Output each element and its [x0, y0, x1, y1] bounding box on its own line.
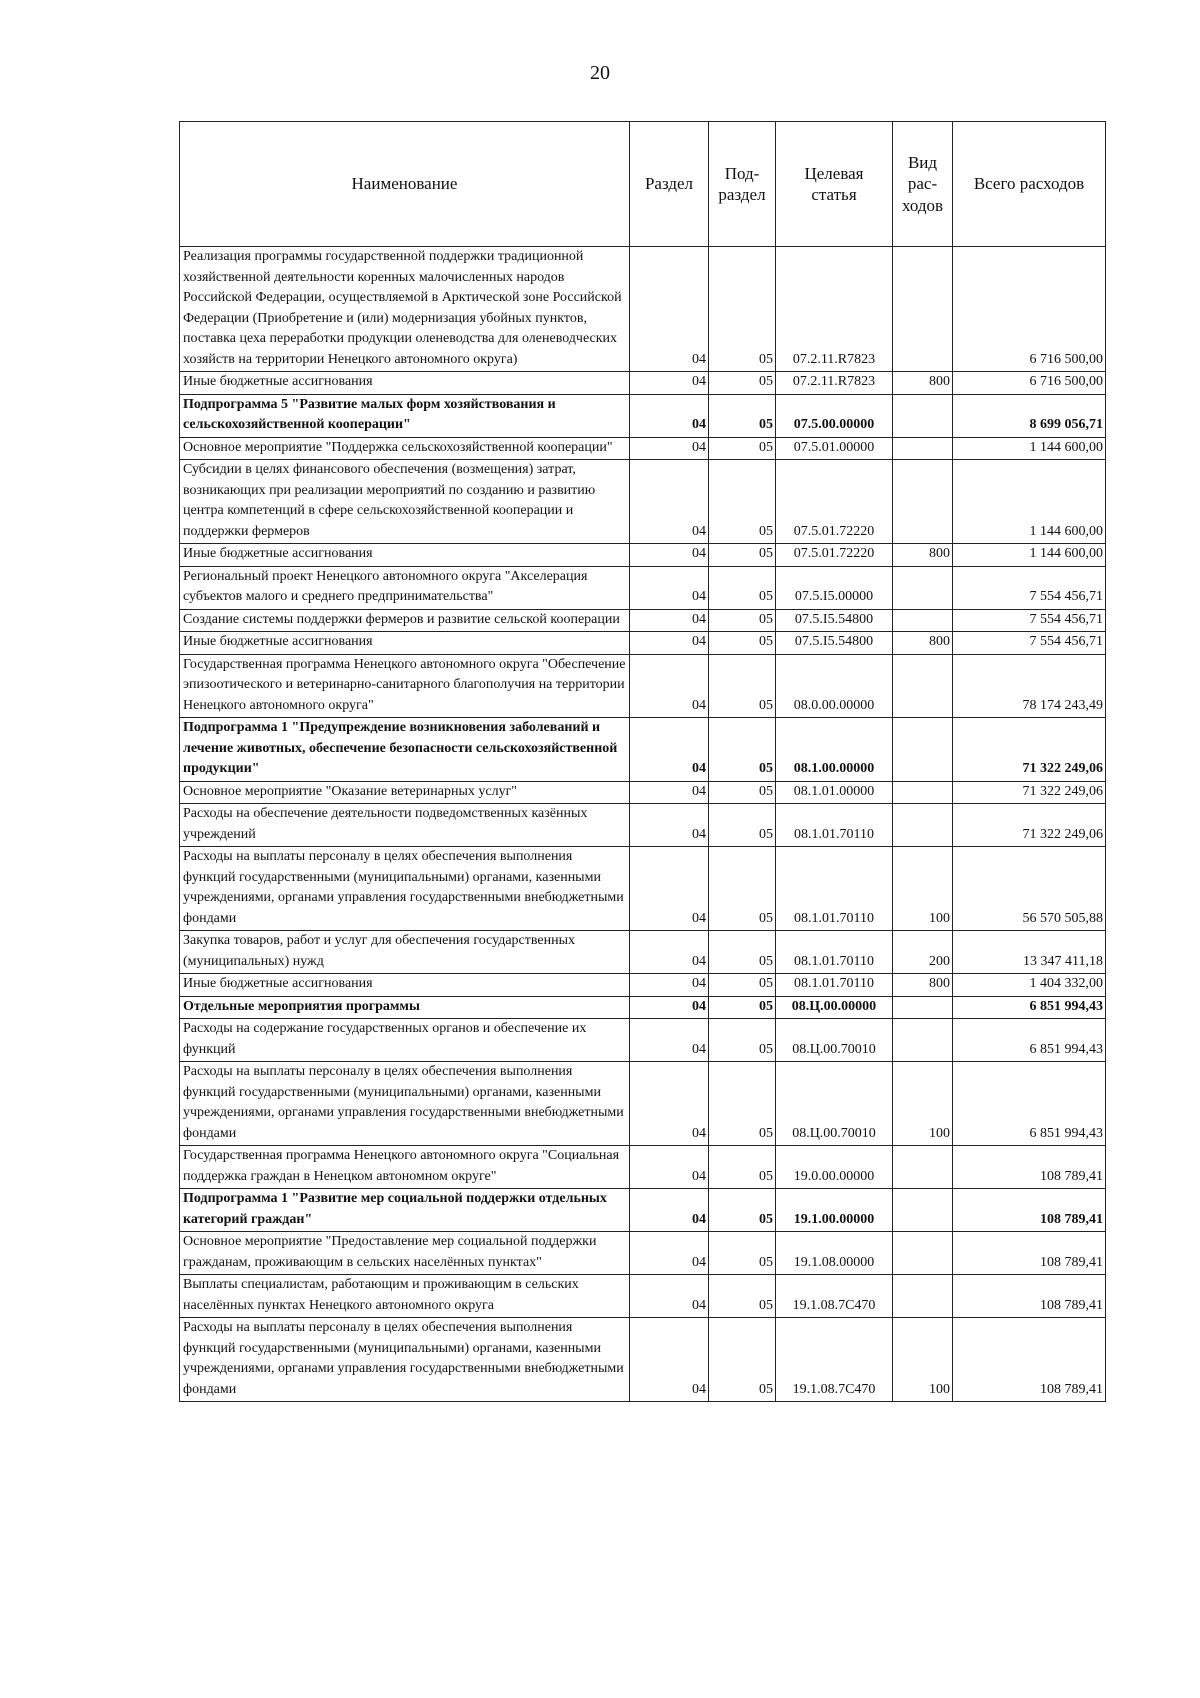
cell-target: 19.1.08.7C470 [776, 1318, 893, 1402]
cell-total: 108 789,41 [953, 1275, 1106, 1318]
cell-name: Основное мероприятие "Оказание ветеринарных услуг" [180, 781, 630, 804]
cell-subsection: 05 [709, 654, 776, 718]
cell-subsection: 05 [709, 718, 776, 782]
cell-total: 6 851 994,43 [953, 1062, 1106, 1146]
cell-target: 07.5.01.72220 [776, 460, 893, 544]
cell-expense-type [893, 718, 953, 782]
cell-total: 6 716 500,00 [953, 247, 1106, 372]
cell-expense-type [893, 460, 953, 544]
cell-section: 04 [630, 1232, 709, 1275]
cell-expense-type [893, 804, 953, 847]
cell-name: Реализация программы государственной поддержки традиционной хозяйственной деятельности коренных малочисленных народов Российской Федерации, осуществляемой в Арктической зоне Российской Федерации (Приобретение и (или) модернизация убойных пунктов, поставка цеха переработки продукции оленеводства для оленеводческих хозяйств на территории Ненецкого автономного округа) [180, 247, 630, 372]
cell-expense-type [893, 1019, 953, 1062]
cell-section: 04 [630, 632, 709, 655]
cell-subsection: 05 [709, 372, 776, 395]
cell-name: Закупка товаров, работ и услуг для обеспечения государственных (муниципальных) нужд [180, 931, 630, 974]
cell-subsection: 05 [709, 544, 776, 567]
table-row [180, 372, 1106, 395]
cell-name: Государственная программа Ненецкого автономного округа "Социальная поддержка граждан в Ненецком автономном округе" [180, 1146, 630, 1189]
cell-section: 04 [630, 847, 709, 931]
cell-expense-type [893, 996, 953, 1019]
table-row [180, 781, 1106, 804]
cell-expense-type: 200 [893, 931, 953, 974]
cell-target: 19.1.00.00000 [776, 1189, 893, 1232]
cell-target: 08.1.01.70110 [776, 931, 893, 974]
table-row [180, 931, 1106, 974]
cell-target: 08.Ц.00.00000 [776, 996, 893, 1019]
cell-section: 04 [630, 718, 709, 782]
cell-target: 07.5.I5.54800 [776, 632, 893, 655]
cell-name: Отдельные мероприятия программы [180, 996, 630, 1019]
cell-target: 07.5.I5.00000 [776, 566, 893, 609]
cell-subsection: 05 [709, 460, 776, 544]
cell-section: 04 [630, 996, 709, 1019]
cell-target: 07.5.01.00000 [776, 437, 893, 460]
cell-section: 04 [630, 974, 709, 997]
cell-section: 04 [630, 804, 709, 847]
cell-section: 04 [630, 1062, 709, 1146]
table-row [180, 544, 1106, 567]
cell-subsection: 05 [709, 1318, 776, 1402]
cell-subsection: 05 [709, 394, 776, 437]
cell-subsection: 05 [709, 974, 776, 997]
cell-name: Иные бюджетные ассигнования [180, 372, 630, 395]
header-target: Целевая статья [776, 122, 893, 247]
cell-target: 19.0.00.00000 [776, 1146, 893, 1189]
cell-expense-type: 100 [893, 847, 953, 931]
cell-subsection: 05 [709, 1019, 776, 1062]
cell-subsection: 05 [709, 566, 776, 609]
table-header-row [180, 122, 1106, 247]
table-row [180, 1146, 1106, 1189]
header-total: Всего расходов [953, 122, 1106, 247]
cell-total: 1 404 332,00 [953, 974, 1106, 997]
cell-subsection: 05 [709, 804, 776, 847]
cell-subsection: 05 [709, 247, 776, 372]
cell-section: 04 [630, 781, 709, 804]
cell-total: 7 554 456,71 [953, 632, 1106, 655]
cell-name: Расходы на выплаты персоналу в целях обеспечения выполнения функций государственными (муниципальными) органами, казенными учреждениями, органами управления государственными внебюджетными фондами [180, 847, 630, 931]
cell-target: 08.0.00.00000 [776, 654, 893, 718]
cell-total: 6 851 994,43 [953, 1019, 1106, 1062]
cell-name: Подпрограмма 5 "Развитие малых форм хозяйствования и сельскохозяйственной кооперации" [180, 394, 630, 437]
cell-name: Расходы на выплаты персоналу в целях обеспечения выполнения функций государственными (муниципальными) органами, казенными учреждениями, органами управления государственными внебюджетными фондами [180, 1318, 630, 1402]
cell-expense-type [893, 1275, 953, 1318]
cell-expense-type [893, 654, 953, 718]
cell-target: 07.2.11.R7823 [776, 372, 893, 395]
cell-name: Иные бюджетные ассигнования [180, 544, 630, 567]
cell-name: Расходы на обеспечение деятельности подведомственных казённых учреждений [180, 804, 630, 847]
cell-section: 04 [630, 460, 709, 544]
budget-table [179, 121, 1106, 1402]
cell-name: Региональный проект Ненецкого автономного округа "Акселерация субъектов малого и среднего предпринимательства" [180, 566, 630, 609]
cell-section: 04 [630, 1275, 709, 1318]
cell-total: 56 570 505,88 [953, 847, 1106, 931]
table-row [180, 394, 1106, 437]
cell-subsection: 05 [709, 437, 776, 460]
header-section: Раздел [630, 122, 709, 247]
cell-section: 04 [630, 437, 709, 460]
cell-section: 04 [630, 1189, 709, 1232]
cell-total: 1 144 600,00 [953, 437, 1106, 460]
cell-expense-type [893, 437, 953, 460]
cell-expense-type: 800 [893, 632, 953, 655]
cell-section: 04 [630, 394, 709, 437]
table-row [180, 566, 1106, 609]
cell-total: 7 554 456,71 [953, 609, 1106, 632]
cell-target: 08.1.00.00000 [776, 718, 893, 782]
cell-section: 04 [630, 247, 709, 372]
table-row [180, 1019, 1106, 1062]
cell-name: Государственная программа Ненецкого автономного округа "Обеспечение эпизоотического и ветеринарно-санитарного благополучия на территории Ненецкого автономного округа" [180, 654, 630, 718]
cell-total: 71 322 249,06 [953, 718, 1106, 782]
table-row [180, 847, 1106, 931]
cell-subsection: 05 [709, 1062, 776, 1146]
cell-total: 6 851 994,43 [953, 996, 1106, 1019]
header-subsection: Под- раздел [709, 122, 776, 247]
cell-expense-type [893, 609, 953, 632]
cell-target: 08.1.01.70110 [776, 804, 893, 847]
cell-expense-type: 100 [893, 1062, 953, 1146]
cell-subsection: 05 [709, 609, 776, 632]
cell-subsection: 05 [709, 931, 776, 974]
cell-name: Основное мероприятие "Поддержка сельскохозяйственной кооперации" [180, 437, 630, 460]
cell-target: 07.5.I5.54800 [776, 609, 893, 632]
cell-target: 08.1.01.70110 [776, 847, 893, 931]
table-row [180, 1318, 1106, 1402]
cell-expense-type [893, 247, 953, 372]
cell-name: Подпрограмма 1 "Предупреждение возникновения заболеваний и лечение животных, обеспечение безопасности сельскохозяйственной продукции" [180, 718, 630, 782]
cell-section: 04 [630, 1019, 709, 1062]
cell-target: 07.5.00.00000 [776, 394, 893, 437]
table-row [180, 804, 1106, 847]
cell-total: 108 789,41 [953, 1232, 1106, 1275]
cell-target: 08.Ц.00.70010 [776, 1019, 893, 1062]
table-row [180, 437, 1106, 460]
cell-target: 19.1.08.00000 [776, 1232, 893, 1275]
page-number: 20 [590, 62, 610, 84]
cell-expense-type: 100 [893, 1318, 953, 1402]
cell-subsection: 05 [709, 781, 776, 804]
cell-target: 19.1.08.7C470 [776, 1275, 893, 1318]
cell-subsection: 05 [709, 632, 776, 655]
table-row [180, 632, 1106, 655]
cell-total: 1 144 600,00 [953, 544, 1106, 567]
cell-subsection: 05 [709, 1275, 776, 1318]
cell-total: 108 789,41 [953, 1318, 1106, 1402]
cell-expense-type [893, 394, 953, 437]
cell-expense-type: 800 [893, 372, 953, 395]
cell-subsection: 05 [709, 1146, 776, 1189]
cell-section: 04 [630, 609, 709, 632]
table-row [180, 1232, 1106, 1275]
cell-name: Расходы на содержание государственных органов и обеспечение их функций [180, 1019, 630, 1062]
cell-section: 04 [630, 1146, 709, 1189]
table-row [180, 1189, 1106, 1232]
cell-subsection: 05 [709, 1232, 776, 1275]
table-row [180, 718, 1106, 782]
cell-total: 71 322 249,06 [953, 781, 1106, 804]
cell-expense-type: 800 [893, 544, 953, 567]
table-row [180, 996, 1106, 1019]
cell-section: 04 [630, 931, 709, 974]
cell-name: Выплаты специалистам, работающим и проживающим в сельских населённых пунктах Ненецкого автономного округа [180, 1275, 630, 1318]
cell-section: 04 [630, 654, 709, 718]
cell-target: 08.1.01.00000 [776, 781, 893, 804]
cell-subsection: 05 [709, 847, 776, 931]
cell-target: 08.1.01.70110 [776, 974, 893, 997]
cell-expense-type [893, 1232, 953, 1275]
table-row [180, 460, 1106, 544]
cell-name: Создание системы поддержки фермеров и развитие сельской кооперации [180, 609, 630, 632]
header-expense-type: Вид рас- ходов [893, 122, 953, 247]
cell-expense-type [893, 1146, 953, 1189]
cell-total: 8 699 056,71 [953, 394, 1106, 437]
cell-subsection: 05 [709, 996, 776, 1019]
cell-total: 71 322 249,06 [953, 804, 1106, 847]
table-row [180, 654, 1106, 718]
table-row [180, 1275, 1106, 1318]
cell-section: 04 [630, 372, 709, 395]
cell-total: 108 789,41 [953, 1146, 1106, 1189]
cell-total: 108 789,41 [953, 1189, 1106, 1232]
cell-section: 04 [630, 566, 709, 609]
cell-target: 07.5.01.72220 [776, 544, 893, 567]
cell-name: Иные бюджетные ассигнования [180, 974, 630, 997]
table-row [180, 1062, 1106, 1146]
cell-expense-type [893, 1189, 953, 1232]
cell-total: 1 144 600,00 [953, 460, 1106, 544]
cell-name: Расходы на выплаты персоналу в целях обеспечения выполнения функций государственными (муниципальными) органами, казенными учреждениями, органами управления государственными внебюджетными фондами [180, 1062, 630, 1146]
table-row [180, 974, 1106, 997]
cell-name: Основное мероприятие "Предоставление мер социальной поддержки гражданам, проживающим в сельских населённых пунктах" [180, 1232, 630, 1275]
cell-total: 7 554 456,71 [953, 566, 1106, 609]
cell-total: 6 716 500,00 [953, 372, 1106, 395]
cell-total: 13 347 411,18 [953, 931, 1106, 974]
cell-expense-type: 800 [893, 974, 953, 997]
cell-target: 07.2.11.R7823 [776, 247, 893, 372]
cell-expense-type [893, 566, 953, 609]
cell-section: 04 [630, 1318, 709, 1402]
header-name: Наименование [180, 122, 630, 247]
table-row [180, 247, 1106, 372]
cell-target: 08.Ц.00.70010 [776, 1062, 893, 1146]
cell-total: 78 174 243,49 [953, 654, 1106, 718]
table-row [180, 609, 1106, 632]
cell-subsection: 05 [709, 1189, 776, 1232]
cell-section: 04 [630, 544, 709, 567]
cell-name: Подпрограмма 1 "Развитие мер социальной поддержки отдельных категорий граждан" [180, 1189, 630, 1232]
cell-expense-type [893, 781, 953, 804]
cell-name: Субсидии в целях финансового обеспечения (возмещения) затрат, возникающих при реализации мероприятий по созданию и развитию центра компетенций в сфере сельскохозяйственной кооперации и поддержки фермеров [180, 460, 630, 544]
cell-name: Иные бюджетные ассигнования [180, 632, 630, 655]
